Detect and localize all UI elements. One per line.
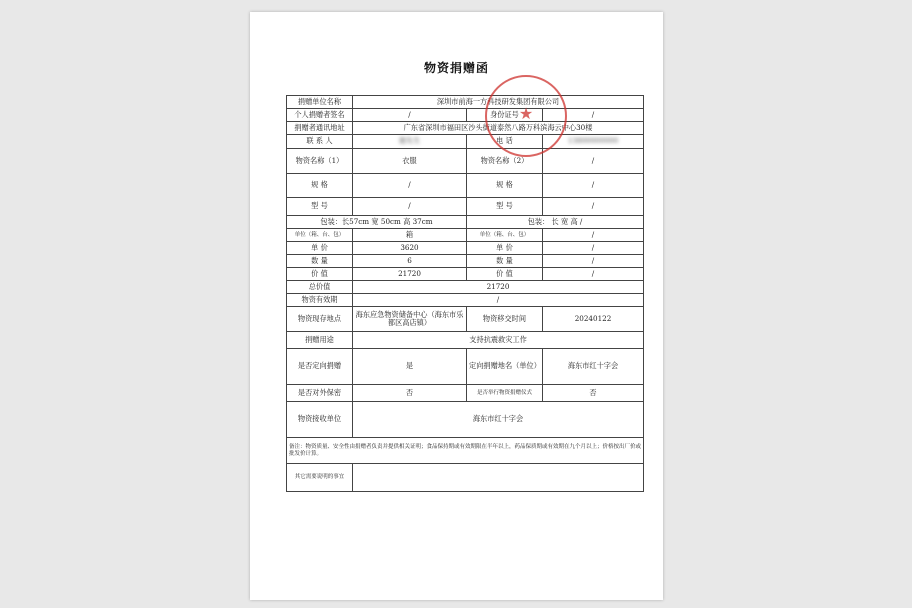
label-1: 单 价 (287, 242, 353, 255)
value-2: / (543, 242, 644, 255)
row-item-name (287, 149, 644, 174)
row-receiver (287, 402, 644, 438)
label: 捐赠者通讯地址 (287, 122, 353, 135)
label-2: 型 号 (467, 198, 543, 216)
note-text: 备注：物资质量、安全性由捐赠者负责并提供相关证明；食品保持期或有效期限在半年以上，药品保质期或有效期在九个月以上；价格按出厂价或批发价计算。 (287, 438, 644, 464)
row-other (287, 464, 644, 492)
value-1: 3620 (353, 242, 467, 255)
label: 物资现存地点 (287, 307, 353, 332)
value-2: / (543, 268, 644, 281)
value-2: / (543, 229, 644, 242)
ceremony-label: 是否举行物资捐赠仪式 (467, 385, 543, 402)
id-value: / (543, 109, 644, 122)
row-purpose (287, 332, 644, 349)
row-unit-price (287, 242, 644, 255)
row-validity (287, 294, 644, 307)
target-value: 海东市红十字会 (543, 349, 644, 385)
value-2: / (543, 149, 644, 174)
label-2: 单 价 (467, 242, 543, 255)
seal-star-icon: ★ (518, 104, 534, 123)
value: 海东应急物资储备中心（海东市乐都区高店镇） (353, 307, 467, 332)
label-1: 价 值 (287, 268, 353, 281)
row-unit-type (287, 229, 644, 242)
value: 广东省深圳市福田区沙头街道泰然八路万科滨海云中心30楼 (353, 122, 644, 135)
value-2: / (543, 255, 644, 268)
value-1: / (353, 198, 467, 216)
target-label: 定向捐赠地名（单位） (467, 349, 543, 385)
label: 个人捐赠者签名 (287, 109, 353, 122)
label: 物资接收单位 (287, 402, 353, 438)
value: 海东市红十字会 (353, 402, 644, 438)
row-quantity (287, 255, 644, 268)
label: 捐赠单位名称 (287, 96, 353, 109)
value-1: 箱 (353, 229, 467, 242)
row-confidential (287, 385, 644, 402)
label-1: 物资名称（1） (287, 149, 353, 174)
contact-name-blurred: 谢先生 (398, 136, 421, 146)
value-1: 衣服 (353, 149, 467, 174)
package-2: 包装： 长 宽 高 / (467, 216, 644, 229)
label-2: 数 量 (467, 255, 543, 268)
phone-label: 电 话 (467, 135, 543, 149)
label: 联 系 人 (287, 135, 353, 149)
value-1: / (353, 174, 467, 198)
value-1: 21720 (353, 268, 467, 281)
value: 是 (353, 349, 467, 385)
value-2: / (543, 198, 644, 216)
label: 是否对外保密 (287, 385, 353, 402)
page-title: 物资捐赠函 (423, 61, 489, 75)
label-2: 物资名称（2） (467, 149, 543, 174)
label: 其它需要说明的事宜 (287, 464, 353, 492)
label: 捐赠用途 (287, 332, 353, 349)
value: / (353, 294, 644, 307)
value: / (353, 109, 467, 122)
phone-value (543, 135, 644, 149)
row-price (287, 268, 644, 281)
row-donor-unit (287, 96, 644, 109)
row-total (287, 281, 644, 294)
value (353, 464, 644, 492)
label-2: 单位（箱、台、包） (467, 229, 543, 242)
ceremony-value: 否 (543, 385, 644, 402)
row-package (287, 216, 644, 229)
value: 否 (353, 385, 467, 402)
label: 物资有效期 (287, 294, 353, 307)
transfer-label: 物资移交时间 (467, 307, 543, 332)
donation-form-table (286, 95, 644, 492)
value: 支持抗震救灾工作 (353, 332, 644, 349)
label-1: 单位（箱、台、包） (287, 229, 353, 242)
row-personal-signature (287, 109, 644, 122)
phone-blurred: 13800000000 (567, 136, 619, 146)
row-contact (287, 135, 644, 149)
package-1: 包装：长57cm 宽 50cm 高 37cm (287, 216, 467, 229)
row-model (287, 198, 644, 216)
id-label: 身份证号 (467, 109, 543, 122)
label-1: 规 格 (287, 174, 353, 198)
row-note (287, 438, 644, 464)
row-spec (287, 174, 644, 198)
label-2: 价 值 (467, 268, 543, 281)
label: 总价值 (287, 281, 353, 294)
row-directed (287, 349, 644, 385)
value-1: 6 (353, 255, 467, 268)
value (353, 135, 467, 149)
transfer-value: 20240122 (543, 307, 644, 332)
row-location (287, 307, 644, 332)
label: 是否定向捐赠 (287, 349, 353, 385)
row-address (287, 122, 644, 135)
label-2: 规 格 (467, 174, 543, 198)
value-2: / (543, 174, 644, 198)
label-1: 数 量 (287, 255, 353, 268)
label-1: 型 号 (287, 198, 353, 216)
value: 21720 (353, 281, 644, 294)
value: 深圳市前海一方科技研发集团有限公司 (353, 96, 644, 109)
